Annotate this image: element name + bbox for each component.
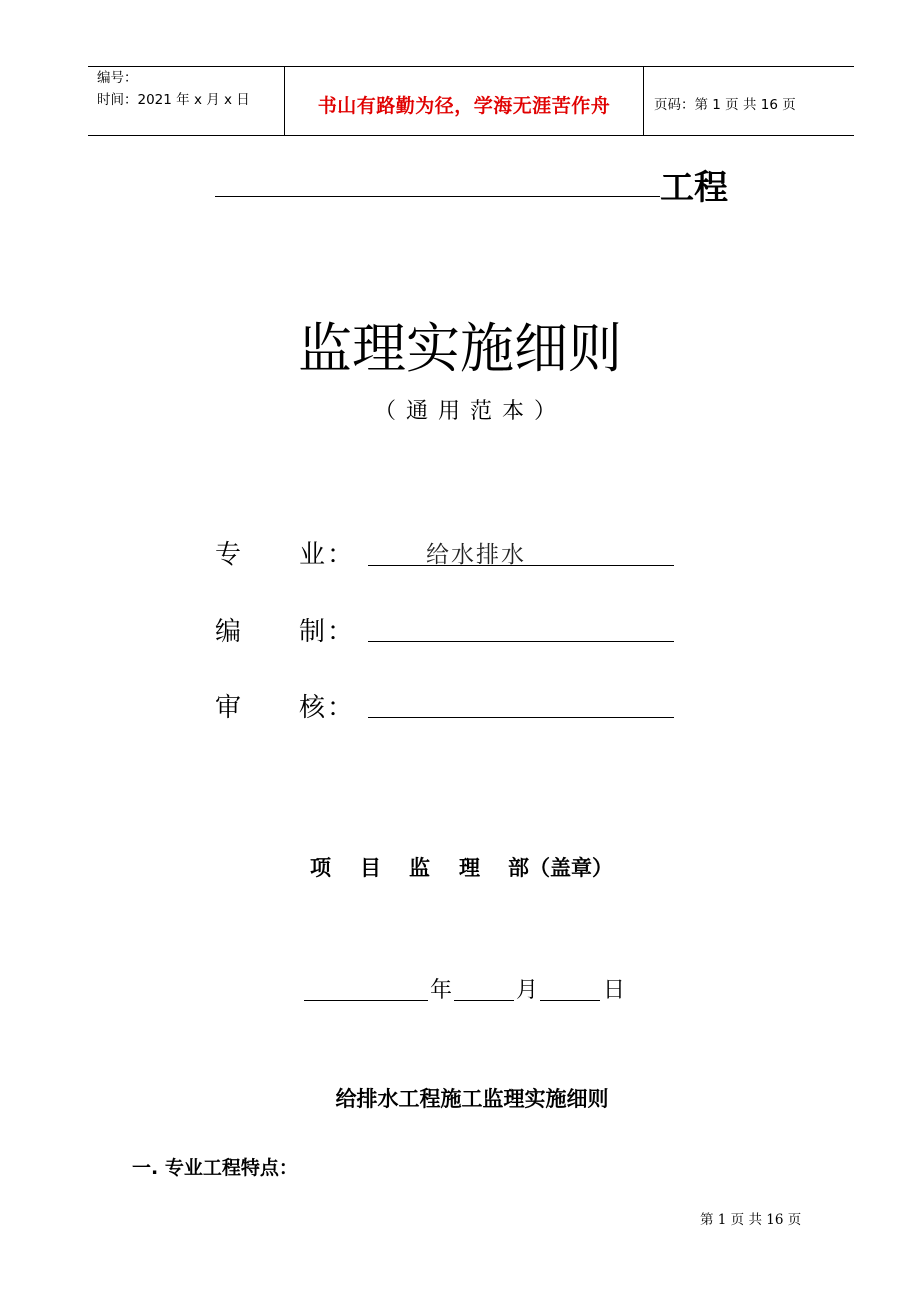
header-motto: 书山有路勤为径，学海无涯苦作舟 [317,95,611,117]
dept-char: 部（盖章） [508,856,613,880]
section-heading-1: 一. 专业工程特点： [132,1157,298,1179]
page-header [88,66,854,136]
field-line-specialty [368,565,674,566]
header-middle-cell [284,67,644,135]
field-label-char: 专 [215,540,242,570]
field-label-char: 审 [215,693,242,723]
date-year-label: 年 [430,978,453,1003]
header-page-info: 页码：第 1 页 共 16 页 [654,97,796,113]
serial-number-label: 编号： [97,70,138,86]
document-heading: 给排水工程施工监理实施细则 [335,1087,609,1111]
date-row [0,973,920,1005]
field-line-reviewed-by [368,717,674,718]
dept-char: 理 [459,856,480,880]
field-label-char: 制 [299,617,326,647]
date-day-blank [540,1000,600,1001]
dept-char: 监 [409,856,430,880]
header-left-cell [88,67,284,135]
field-label-char: 业 [299,540,326,570]
date-year-blank [304,1000,428,1001]
document-subtitle: （通用范本） [373,399,566,424]
field-label-char: 核 [299,693,326,723]
date-month-label: 月 [516,978,539,1003]
project-name-blank-line [215,196,660,197]
dept-char: 项 [310,856,331,880]
field-value-specialty: 给水排水 [426,542,526,568]
field-label-colon: ： [327,693,354,723]
date-month-blank [454,1000,514,1001]
field-label-colon: ： [327,540,354,570]
field-label-char: 编 [215,617,242,647]
time-label: 时间：2021 年 x 月 x 日 [97,92,250,108]
document-main-title: 监理实施细则 [298,317,622,380]
dept-char: 目 [360,856,381,880]
date-day-label: 日 [603,978,626,1003]
field-label-colon: ： [327,617,354,647]
field-line-compiled-by [368,641,674,642]
project-suffix: 工程 [660,168,728,208]
page-footer: 第 1 页 共 16 页 [700,1212,802,1228]
header-right-cell [644,67,854,135]
